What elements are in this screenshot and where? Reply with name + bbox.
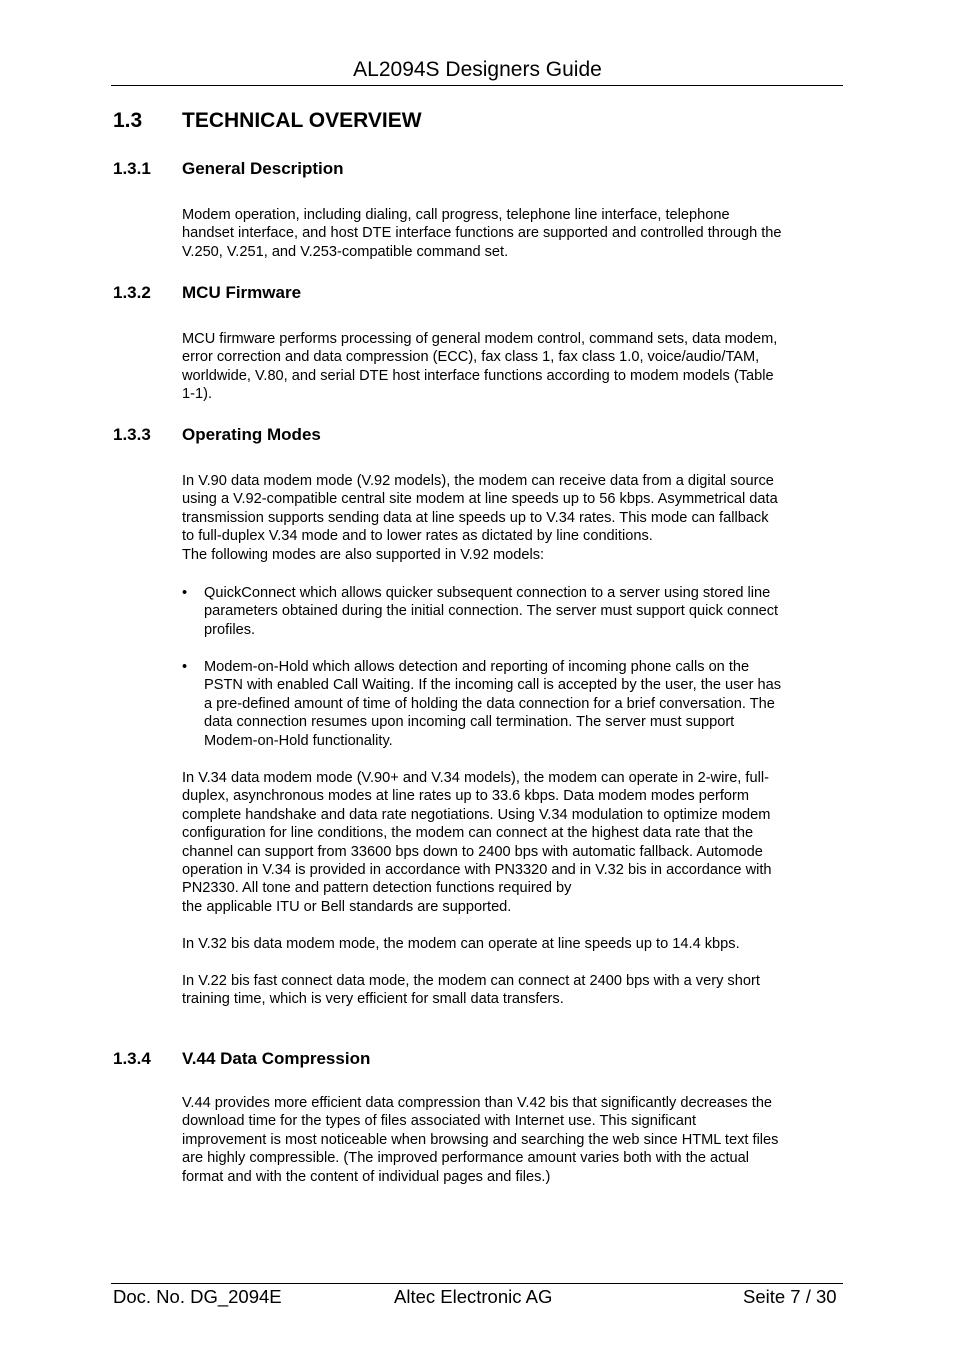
text-line: data connection resumes upon incoming call termination. The server must support <box>204 714 735 731</box>
subsection-heading-compression <box>113 1048 370 1069</box>
text-line: profiles. <box>204 621 256 638</box>
text-line: the applicable ITU or Bell standards are supported. <box>182 898 512 915</box>
section-heading <box>113 108 422 134</box>
text-line: In V.90 data modem mode (V.92 models), the modem can receive data from a digital source <box>182 473 774 489</box>
text-line: a pre-defined amount of time of holding the data connection for a brief conversation. The <box>204 695 775 712</box>
subsection-title: MCU Firmware <box>182 283 302 302</box>
paragraph-v22-mode <box>182 972 846 1009</box>
subsection-title: V.44 Data Compression <box>182 1049 371 1068</box>
text-line: worldwide, V.80, and serial DTE host interface functions according to modem models (Table <box>182 367 774 384</box>
text-line: format and with the content of individual pages and files.) <box>182 1168 551 1185</box>
text-line: In V.32 bis data modem mode, the modem can operate at line speeds up to 14.4 kbps. <box>182 936 740 952</box>
paragraph-v32-mode <box>182 935 846 953</box>
text-line: training time, which is very efficient for small data transfers. <box>182 991 564 1008</box>
subsection-heading-modes <box>113 424 321 445</box>
header-rule <box>111 85 843 86</box>
text-line: V.44 provides more efficient data compression than V.42 bis that significantly decreases the <box>182 1095 773 1111</box>
subsection-title: Operating Modes <box>182 425 321 444</box>
subsection-title: General Description <box>182 159 344 178</box>
text-line: operation in V.34 is provided in accordance with PN3320 and in V.32 bis in accordance with <box>182 862 772 879</box>
section-title: TECHNICAL OVERVIEW <box>182 109 422 132</box>
paragraph-mcu-firmware <box>182 330 846 404</box>
text-line: download time for the types of files associated with Internet use. This significant <box>182 1113 697 1130</box>
footer-doc-number: Doc. No. DG_2094E <box>113 1286 282 1307</box>
text-line: improvement is most noticeable when browsing and searching the web since HTML text files <box>182 1131 779 1148</box>
text-line: Modem-on-Hold functionality. <box>204 732 393 749</box>
subsection-heading-firmware <box>113 282 301 303</box>
text-line: MCU firmware performs processing of general modem control, command sets, data modem, <box>182 331 778 347</box>
text-line: PSTN with enabled Call Waiting. If the incoming call is accepted by the user, the user has <box>204 677 782 694</box>
text-line: configuration for line conditions, the modem can connect at the highest data rate that the <box>182 825 754 842</box>
text-line: In V.22 bis fast connect data mode, the modem can connect at 2400 bps with a very short <box>182 973 760 989</box>
bullet-item-quickconnect <box>182 584 846 639</box>
text-line: The following modes are also supported in V.92 models: <box>182 546 545 563</box>
subsection-heading-general <box>113 158 344 179</box>
section-number: 1.3 <box>113 109 143 132</box>
bullet-item-modem-on-hold <box>182 658 846 750</box>
text-line: In V.34 data modem mode (V.90+ and V.34 models), the modem can operate in 2-wire, full- <box>182 770 769 786</box>
footer-page-number: Seite 7 / 30 <box>743 1286 837 1307</box>
footer-rule <box>111 1283 843 1284</box>
text-line: complete handshake and data rate negotiations. Using V.34 modulation to optimize modem <box>182 806 771 823</box>
text-line: are highly compressible. (The improved performance amount varies both with the actual <box>182 1150 749 1167</box>
text-line: error correction and data compression (ECC), fax class 1, fax class 1.0, voice/audio/TAM, <box>182 349 760 366</box>
subsection-number: 1.3.1 <box>113 159 151 178</box>
text-line: to full-duplex V.34 mode and to lower rates as dictated by line conditions. <box>182 528 653 545</box>
footer-company: Altec Electronic AG <box>394 1286 553 1307</box>
text-line: duplex, asynchronous modes at line rates up to 33.6 kbps. Data modem modes perform <box>182 788 750 805</box>
text-line: parameters obtained during the initial connection. The server must support quick connect <box>204 603 779 620</box>
text-line: QuickConnect which allows quicker subsequent connection to a server using stored line <box>204 585 771 601</box>
text-line: V.250, V.251, and V.253-compatible command set. <box>182 243 509 260</box>
text-line: using a V.92-compatible central site modem at line speeds up to 56 kbps. Asymmetrical data <box>182 491 778 508</box>
paragraph-general-description <box>182 206 846 261</box>
text-line: 1-1). <box>182 386 213 403</box>
text-line: transmission supports sending data at line speeds up to V.34 rates. This mode can fallback <box>182 509 769 526</box>
paragraph-v90-mode <box>182 472 846 564</box>
bullet-symbol: • <box>182 659 188 675</box>
bullet-symbol: • <box>182 585 188 601</box>
page-header-title: AL2094S Designers Guide <box>353 58 602 81</box>
text-line: PN2330. All tone and pattern detection functions required by <box>182 880 572 897</box>
text-line: channel can support from 33600 bps down to 2400 bps with automatic fallback. Automode <box>182 843 763 860</box>
subsection-number: 1.3.4 <box>113 1049 151 1068</box>
subsection-number: 1.3.3 <box>113 425 151 444</box>
subsection-number: 1.3.2 <box>113 283 151 302</box>
paragraph-v44-compression <box>182 1094 846 1186</box>
paragraph-v34-mode <box>182 769 846 916</box>
text-line: Modem-on-Hold which allows detection and reporting of incoming phone calls on the <box>204 659 750 675</box>
text-line: Modem operation, including dialing, call progress, telephone line interface, telephone <box>182 207 730 223</box>
text-line: handset interface, and host DTE interface functions are supported and controlled through the <box>182 225 782 242</box>
